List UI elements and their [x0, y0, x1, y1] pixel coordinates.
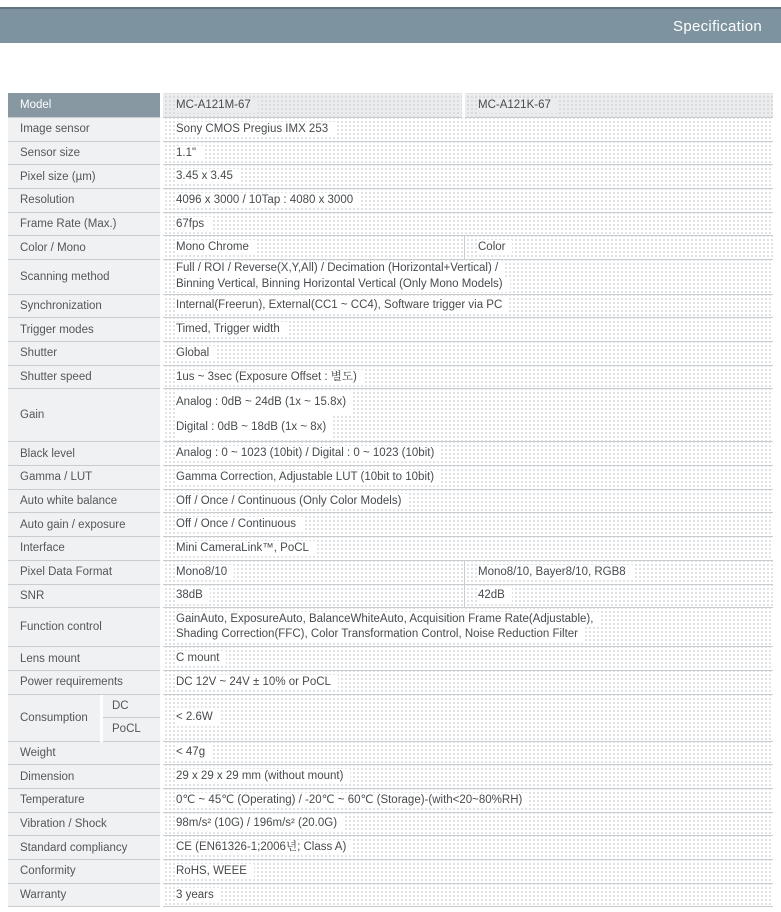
row-label-text: Scanning method [20, 270, 110, 283]
row-label-text: Black level [20, 447, 75, 460]
row-label-text: Resolution [20, 194, 75, 207]
spec-row [8, 213, 773, 237]
row-label-text: Interface [20, 542, 65, 555]
spec-row [8, 189, 773, 213]
row-value-text: Digital : 0dB ~ 18dB (1x ~ 8x) [176, 415, 333, 440]
row-label [8, 318, 160, 342]
row-value-text: Gamma Correction, Adjustable LUT (10bit to 10bit) [176, 470, 441, 485]
row-label [8, 93, 160, 118]
row-value [163, 513, 773, 537]
row-label [8, 490, 160, 514]
row-value-text: 1us ~ 3sec (Exposure Offset : 별도) [176, 370, 364, 385]
row-label-text: Auto gain / exposure [20, 518, 126, 531]
spec-row [8, 765, 773, 789]
spec-row [8, 366, 773, 390]
row-value-text: Analog : 0 ~ 1023 (10bit) / Digital : 0 ~ 1023 (10bit) [176, 446, 441, 461]
row-label [8, 765, 160, 789]
row-value-text: MC-A121K-67 [478, 98, 558, 113]
spec-row [8, 884, 773, 908]
row-label [8, 608, 160, 647]
spec-row [8, 860, 773, 884]
row-value [163, 789, 773, 813]
row-label [8, 860, 160, 884]
row-sublabel-text: DC [112, 699, 129, 712]
spec-row [8, 442, 773, 466]
row-label-text: Lens mount [20, 652, 81, 665]
row-label-text: Shutter [20, 347, 58, 360]
row-label [8, 466, 160, 490]
row-value-text: 42dB [478, 588, 512, 603]
row-value-text: 3.45 x 3.45 [176, 169, 240, 184]
row-value [465, 585, 773, 609]
row-value-text: Sony CMOS Pregius IMX 253 [176, 122, 335, 137]
row-value [163, 884, 773, 908]
spec-row [8, 608, 773, 647]
row-value [163, 813, 773, 837]
row-label [8, 585, 160, 609]
row-label-text: Consumption [20, 711, 88, 724]
row-sublabel [103, 718, 160, 742]
row-value-text: Off / Once / Continuous [176, 517, 303, 532]
row-value [163, 389, 773, 442]
row-label-text: Power requirements [20, 676, 123, 689]
row-label [8, 813, 160, 837]
row-label-text: Function control [20, 621, 102, 634]
spec-row [8, 118, 773, 142]
row-label [8, 789, 160, 813]
row-label-text: Trigger modes [20, 323, 94, 336]
row-value [163, 695, 773, 742]
row-value [163, 860, 773, 884]
spec-row [8, 742, 773, 766]
row-value-text: Mono Chrome [176, 240, 256, 255]
row-value-text: GainAuto, ExposureAuto, BalanceWhiteAuto, Acquisition Frame Rate(Adjustable), [176, 612, 600, 628]
row-value-text: C mount [176, 651, 226, 666]
row-value-text: Off / Once / Continuous (Only Color Models) [176, 494, 408, 509]
row-label [8, 342, 160, 366]
row-value-text: Color [478, 240, 512, 255]
row-value-text: 3 years [176, 888, 221, 903]
spec-row [8, 342, 773, 366]
row-label-text: Pixel Data Format [20, 566, 113, 579]
row-value-text: Internal(Freerun), External(CC1 ~ CC4), Software trigger via PC [176, 298, 509, 313]
row-label-text: Pixel size (µm) [20, 170, 96, 183]
row-value-text: RoHS, WEEE [176, 864, 254, 879]
row-value [163, 608, 773, 647]
spec-row [8, 813, 773, 837]
row-label-text: Dimension [20, 770, 75, 783]
spec-row [8, 165, 773, 189]
row-label [8, 442, 160, 466]
model-row [8, 93, 773, 118]
spec-row [8, 695, 773, 742]
row-label [8, 165, 160, 189]
row-label [8, 695, 100, 742]
spec-row [8, 466, 773, 490]
row-value-text: MC-A121M-67 [176, 98, 258, 113]
row-value [163, 165, 773, 189]
spec-row [8, 585, 773, 609]
row-label-text: Gamma / LUT [20, 471, 93, 484]
row-label-text: Standard compliancy [20, 841, 128, 854]
row-value [163, 213, 773, 237]
section-header-bar [0, 7, 781, 43]
row-label [8, 366, 160, 390]
row-value [465, 93, 773, 118]
row-label [8, 537, 160, 561]
spec-row [8, 513, 773, 537]
row-value-text: Full / ROI / Reverse(X,Y,All) / Decimation (Horizontal+Vertical) / [176, 261, 505, 277]
row-value [163, 490, 773, 514]
row-label-text: Color / Mono [20, 241, 86, 254]
row-value-text: Binning Vertical, Binning Horizontal Vertical (Only Mono Models) [176, 277, 510, 293]
row-value-text: 38dB [176, 588, 210, 603]
row-label [8, 189, 160, 213]
row-value [163, 765, 773, 789]
row-value [163, 93, 462, 118]
row-value-text: Analog : 0dB ~ 24dB (1x ~ 15.8x) [176, 390, 353, 415]
spec-row [8, 318, 773, 342]
row-label-text: Auto white balance [20, 495, 118, 508]
row-value-text: CE (EN61326-1;2006년; Class A) [176, 840, 353, 855]
spec-row [8, 671, 773, 695]
row-value [163, 561, 465, 585]
row-value [163, 189, 773, 213]
spec-row [8, 260, 773, 295]
row-value [163, 537, 773, 561]
row-label [8, 236, 160, 260]
row-value [163, 260, 773, 295]
row-label [8, 647, 160, 671]
row-value [163, 142, 773, 166]
row-label [8, 513, 160, 537]
row-label-text: Image sensor [20, 123, 90, 136]
row-label [8, 671, 160, 695]
row-label-text: SNR [20, 589, 45, 602]
spec-row [8, 490, 773, 514]
row-label [8, 118, 160, 142]
spec-row [8, 389, 773, 442]
spec-row [8, 236, 773, 260]
spec-row [8, 836, 773, 860]
row-label-text: Conformity [20, 865, 76, 878]
row-label-text: Frame Rate (Max.) [20, 218, 117, 231]
row-value-text: Timed, Trigger width [176, 322, 287, 337]
row-label-text: Model [20, 99, 52, 111]
row-label [8, 836, 160, 860]
row-value [163, 442, 773, 466]
section-title: Specification [673, 17, 762, 35]
row-value [163, 118, 773, 142]
row-label-text: Vibration / Shock [20, 817, 107, 830]
row-sublabels [103, 695, 160, 742]
row-value-text: < 2.6W [176, 710, 220, 725]
row-value [163, 585, 465, 609]
row-label-text: Shutter speed [20, 371, 92, 384]
row-value [163, 342, 773, 366]
row-sublabel [103, 695, 160, 719]
row-value [465, 236, 773, 260]
spec-row [8, 561, 773, 585]
row-label [8, 260, 160, 295]
row-value [163, 366, 773, 390]
row-label [8, 884, 160, 908]
row-label [8, 295, 160, 319]
row-value-text: Shading Correction(FFC), Color Transformation Control, Noise Reduction Filter [176, 627, 585, 643]
row-label-text: Temperature [20, 794, 85, 807]
row-label [8, 213, 160, 237]
row-value [163, 647, 773, 671]
row-label-text: Warranty [20, 889, 67, 902]
row-value-text: Mono8/10, Bayer8/10, RGB8 [478, 565, 633, 580]
spec-row [8, 789, 773, 813]
row-value [163, 295, 773, 319]
row-value-text: 67fps [176, 217, 211, 232]
row-value [163, 742, 773, 766]
spec-row [8, 142, 773, 166]
row-label-text: Sensor size [20, 147, 81, 160]
row-value-text: 29 x 29 x 29 mm (without mount) [176, 769, 350, 784]
row-value [163, 671, 773, 695]
row-label [8, 561, 160, 585]
row-value-text: Mini CameraLink™, PoCL [176, 541, 316, 556]
row-value [465, 561, 773, 585]
row-value-text: 0℃ ~ 45℃ (Operating) / -20℃ ~ 60℃ (Storage)-(with<20~80%RH) [176, 793, 529, 808]
spec-row [8, 537, 773, 561]
row-label [8, 142, 160, 166]
row-value-text: 98m/s² (10G) / 196m/s² (20.0G) [176, 816, 344, 831]
row-value-text: 1.1" [176, 146, 203, 161]
row-value-text: Mono8/10 [176, 565, 234, 580]
row-label-text: Gain [20, 409, 45, 422]
row-sublabel-text: PoCL [112, 723, 141, 736]
row-value [163, 236, 465, 260]
row-value [163, 466, 773, 490]
row-label-text: Synchronization [20, 299, 102, 312]
row-value-text: Global [176, 346, 216, 361]
row-value [163, 836, 773, 860]
row-value-text: DC 12V ~ 24V ± 10% or PoCL [176, 675, 338, 690]
row-label [8, 389, 160, 442]
row-label-group [8, 695, 160, 742]
spec-row [8, 647, 773, 671]
row-label [8, 742, 160, 766]
row-label-text: Weight [20, 746, 56, 759]
row-value [163, 318, 773, 342]
spec-row [8, 295, 773, 319]
spec-table [8, 93, 773, 907]
row-value-text: 4096 x 3000 / 10Tap : 4080 x 3000 [176, 193, 360, 208]
row-value-text: < 47g [176, 745, 212, 760]
